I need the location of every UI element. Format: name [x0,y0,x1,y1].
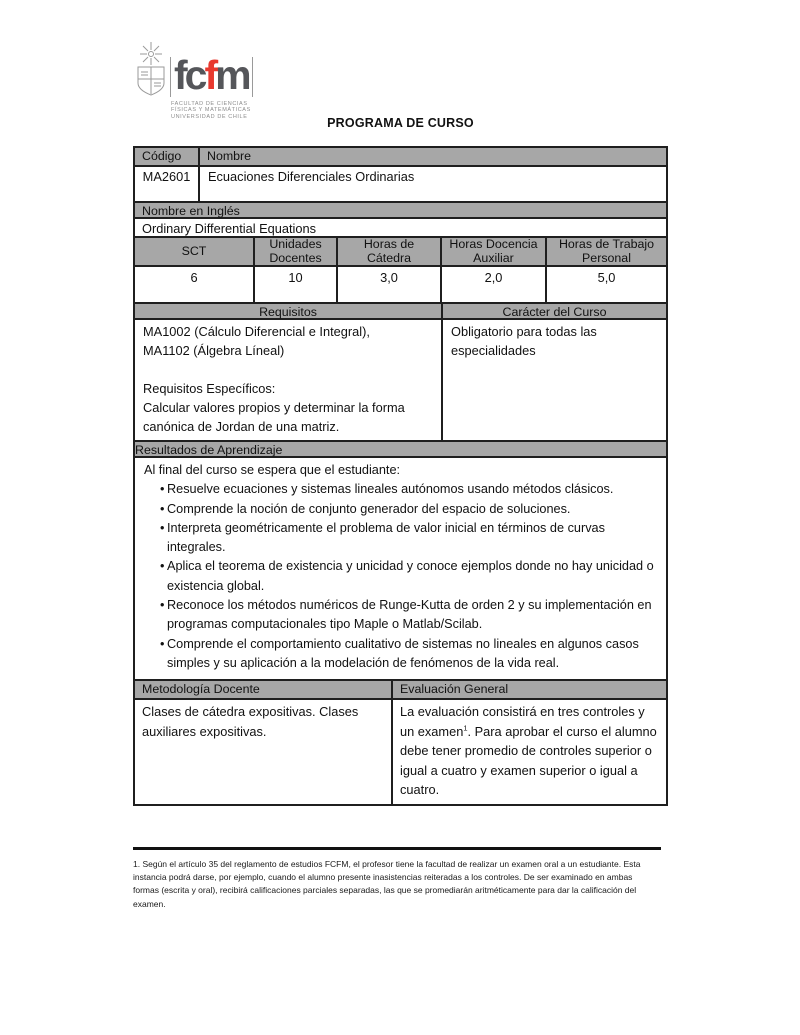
requisito-line: Calcular valores propios y determinar la forma canónica de Jordan de una matriz. [143,400,405,434]
resultados-content [135,456,666,681]
hours-value-row [135,265,666,302]
university-crest-icon [133,41,169,99]
footnote-text: 1. Según el artículo 35 del reglamento de estudios FCFM, el profesor tiene la facultad de realizar un examen oral a un estudiante. Esta instancia podrá darse, por ejemplo, cuando el alumno presente inasistencias reiteradas a los controles. De ser examinado en ambas formas (escrita y oral), recibirá calificaciones parciales separadas, las que se promediarán aritméticamente para dar la calificación del examen. [133,859,641,909]
requisitos-caracter-header-row [135,302,666,318]
sct-value: 6 [135,267,255,302]
nombre-header: Nombre [207,149,252,163]
resultado-bullet-item: • Reconoce los métodos numéricos de Runge-Kutta de orden 2 y su implementación en programas computacionales tipo Maple o Matlab/Scilab. [139,596,662,635]
codigo-header: Código [135,148,200,165]
horas-docencia-auxiliar-value: 2,0 [442,267,547,302]
resultado-bullet-item: • Aplica el teorema de existencia y unicidad y conoce ejemplos donde no hay unicidad o existencia global. [139,557,662,596]
horas-trabajo-personal-value: 5,0 [597,270,616,285]
unidades-docentes-header: Unidades Docentes [255,238,338,265]
fcfm-wordmark [174,54,249,96]
requisitos-header: Requisitos [135,304,443,318]
methodology-value-row [135,698,666,804]
unidades-docentes-value: 10 [255,267,338,302]
horas-catedra-value: 3,0 [338,267,442,302]
resultado-bullet-item: • Comprende el comportamiento cualitativo de sistemas no lineales en algunos casos simples y su aplicación a la modelación de fenómenos de la vida real. [139,635,662,674]
hours-header-row [135,236,666,265]
metodologia-docente-header: Metodología Docente [135,681,393,698]
footnote-divider [133,847,661,850]
bullet-icon: • [160,598,165,613]
wordmark-f-red: f [204,52,216,98]
bullet-icon: • [160,520,165,535]
nombre-ingles-value-row: Ordinary Differential Equations [135,217,666,236]
horas-catedra-header: Horas de Cátedra [338,238,442,265]
resultado-bullet-item: • Resuelve ecuaciones y sistemas lineales autónomos usando métodos clásicos. [139,480,662,499]
resultado-bullet-item: • Interpreta geométricamente el problema de valor inicial en términos de curvas integrales. [139,519,662,558]
sct-header: SCT [135,238,255,265]
logo-divider-left [170,57,171,97]
page-title: PROGRAMA DE CURSO [327,116,474,130]
codigo-value: MA2601 [135,167,200,201]
bullet-icon: • [160,636,165,651]
bullet-icon: • [160,501,165,516]
nombre-value: Ecuaciones Diferenciales Ordinarias [208,169,415,184]
logo-caption-line3: UNIVERSIDAD DE CHILE [171,113,248,120]
wordmark-m: m [215,52,249,98]
bullet-icon: • [160,559,165,574]
logo-caption-line2: FÍSICAS Y MATEMÁTICAS [171,107,251,114]
methodology-table [133,679,668,806]
footnote-reference: 1 [463,723,468,733]
horas-trabajo-personal-header: Horas de Trabajo Personal [558,237,655,265]
requisitos-caracter-value-row [135,318,666,440]
bullet-icon: • [160,482,165,497]
wordmark-fc: fc [174,52,205,98]
course-table [133,146,668,683]
resultado-bullet-item: • Comprende la noción de conjunto generador del espacio de soluciones. [139,500,662,519]
codigo-nombre-header-row [135,148,666,165]
resultados-header-row: Resultados de Aprendizaje [135,440,666,456]
horas-docencia-auxiliar-header: Horas Docencia Auxiliar [442,238,547,265]
fcfm-logo [133,40,273,120]
caracter-curso-header: Carácter del Curso [502,305,607,319]
nombre-ingles-header-row: Nombre en Inglés [135,201,666,217]
requisito-line: Requisitos Específicos: [143,381,276,396]
resultados-intro: Al final del curso se espera que el estudiante: [144,463,401,477]
metodologia-docente-value: Clases de cátedra expositivas. Clases auxiliares expositivas. [135,700,393,804]
logo-caption-line1: FACULTAD DE CIENCIAS [171,101,248,107]
codigo-nombre-value-row [135,165,666,201]
requisito-line: MA1002 (Cálculo Diferencial e Integral), [143,324,370,339]
evaluacion-general-header: Evaluación General [400,682,509,696]
methodology-header-row [135,681,666,698]
requisito-line-blank [143,360,433,379]
evaluacion-general-value: La evaluación consistirá en tres controles y un examen$^1$. Para aprobar el curso el alumno debe tener promedio de controles superior o igual a cuatro y examen superior o igual a cuatro. [400,704,657,797]
requisitos-value [135,320,443,440]
requisito-line: MA1102 (Álgebra Líneal) [143,343,285,358]
caracter-curso-value: Obligatorio para todas las especialidades [451,324,597,358]
logo-divider-right [252,57,253,97]
